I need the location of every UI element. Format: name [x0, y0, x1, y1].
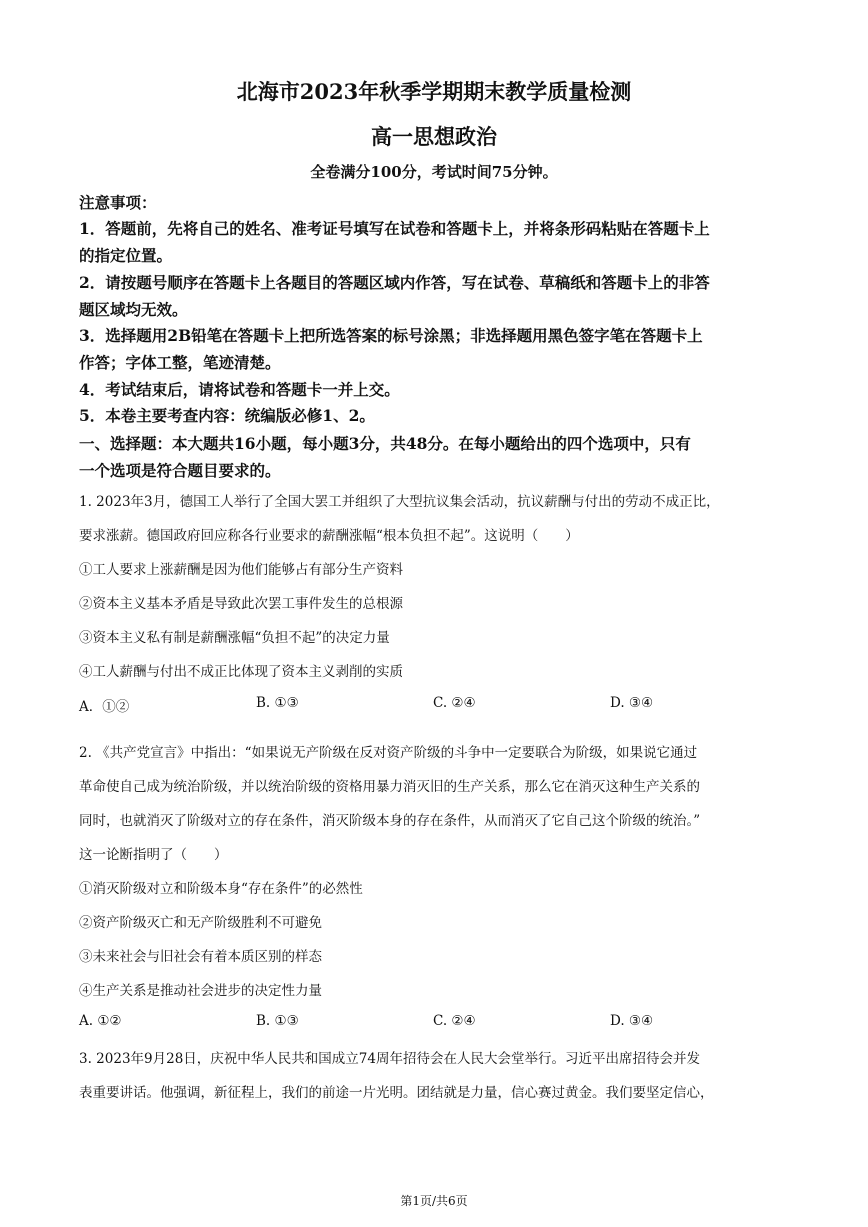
question-1-statement: ②资本主义基本矛盾是导致此次罢工事件发生的总根源 — [79, 596, 403, 612]
question-1-statement: ③资本主义私有制是薪酬涨幅“负担不起”的决定力量 — [79, 630, 390, 646]
section-heading: 一、选择题：本大题共16小题，每小题3分，共48分。在每小题给出的四个选项中，只有 — [79, 434, 691, 453]
notes-line: 1．答题前，先将自己的姓名、准考证号填写在试卷和答题卡上，并将条形码粘贴在答题卡上 — [79, 219, 710, 238]
question-1-option-c: C. ②④ — [433, 695, 476, 711]
score-time-note: 全卷满分100分，考试时间75分钟。 — [310, 163, 558, 181]
question-3-stem: 表重要讲话。他强调，新征程上，我们的前途一片光明。团结就是力量，信心赛过黄金。我们要坚定信心， — [79, 1085, 714, 1101]
question-2-statement: ④生产关系是推动社会进步的决定性力量 — [79, 983, 322, 999]
notes-line: 题区域均无效。 — [79, 300, 188, 319]
notes-line: 5．本卷主要考查内容：统编版必修1、2。 — [79, 406, 375, 425]
page-number: 第1页/共6页 — [400, 1194, 468, 1208]
question-1-stem: 要求涨薪。德国政府回应称各行业要求的薪酬涨幅“根本负担不起”。这说明（ ） — [79, 528, 579, 544]
question-2-statement: ①消灭阶级对立和阶级本身“存在条件”的必然性 — [79, 881, 363, 897]
question-2-statement: ③未来社会与旧社会有着本质区别的样态 — [79, 949, 322, 965]
question-2-stem: 同时，也就消灭了阶级对立的存在条件，消灭阶级本身的存在条件，从而消灭了它自己这个阶级的统治。” — [79, 813, 701, 829]
exam-title: 北海市2023年秋季学期期末教学质量检测 — [236, 79, 632, 104]
question-2-option-a: A. ①② — [79, 1013, 122, 1029]
question-2-statement: ②资产阶级灭亡和无产阶级胜利不可避免 — [79, 915, 322, 931]
question-1-stem: 1. 2023年3月，德国工人举行了全国大罢工并组织了大型抗议集会活动，抗议薪酬与付出的劳动不成正比， — [79, 494, 720, 510]
notes-line: 作答；字体工整，笔迹清楚。 — [79, 353, 281, 372]
question-2-option-b: B. ①③ — [256, 1013, 299, 1029]
question-1-statement: ①工人要求上涨薪酬是因为他们能够占有部分生产资料 — [79, 562, 403, 578]
subject-title: 高一思想政治 — [371, 124, 497, 149]
question-2-stem: 2. 《共产党宣言》中指出：“如果说无产阶级在反对资产阶级的斗争中一定要联合为阶级，如果说它通过 — [79, 745, 698, 761]
notes-line: 2．请按题号顺序在答题卡上各题目的答题区域内作答，写在试卷、草稿纸和答题卡上的非答 — [79, 273, 710, 292]
notes-line: 的指定位置。 — [79, 246, 173, 265]
question-2-stem: 这一论断指明了（ ） — [79, 847, 228, 863]
question-2-option-c: C. ②④ — [433, 1013, 476, 1029]
question-1-option-b: B. ①③ — [256, 695, 299, 711]
section-heading: 一个选项是符合题目要求的。 — [79, 461, 281, 480]
question-3-stem: 3. 2023年9月28日，庆祝中华人民共和国成立74周年招待会在人民大会堂举行。习近平出席招待会并发 — [79, 1051, 700, 1067]
notes-line: 4．考试结束后，请将试卷和答题卡一并上交。 — [79, 380, 400, 399]
question-2-stem: 革命使自己成为统治阶级，并以统治阶级的资格用暴力消灭旧的生产关系，那么它在消灭这种生产关系的 — [79, 779, 700, 795]
notes-heading: 注意事项： — [79, 193, 157, 212]
question-1-statement: ④工人薪酬与付出不成正比体现了资本主义剥削的实质 — [79, 664, 403, 680]
question-1-option-d: D. ③④ — [610, 695, 654, 711]
notes-line: 3．选择题用2B铅笔在答题卡上把所选答案的标号涂黑；非选择题用黑色签字笔在答题卡上 — [79, 326, 703, 345]
question-2-option-d: D. ③④ — [610, 1013, 654, 1029]
question-1-option-a: A．①② — [79, 699, 130, 715]
